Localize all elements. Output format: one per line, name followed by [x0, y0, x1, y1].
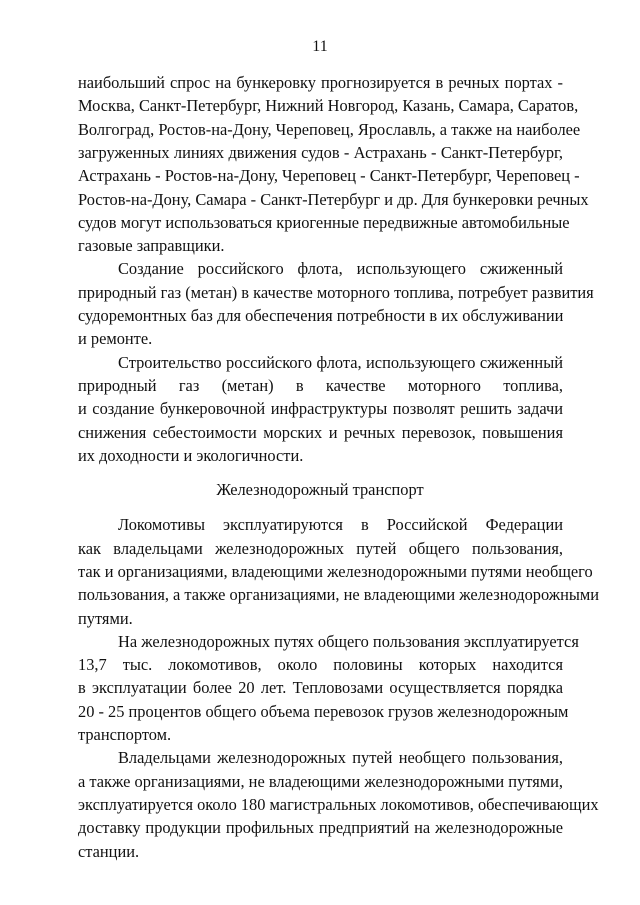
text-line: природный газ (метан) в качестве моторного топлива, [78, 376, 563, 395]
text-line: судоремонтных баз для обеспечения потребности в их обслуживании [78, 306, 564, 325]
text-line: 13,7 тыс. локомотивов, около половины которых находится [78, 655, 563, 674]
text-line: снижения себестоимости морских и речных перевозок, повышения [78, 423, 563, 442]
text-line: и создание бункеровочной инфраструктуры позволят решить задачи [78, 399, 563, 418]
text-line: газовые заправщики. [78, 236, 225, 255]
page-number: 11 [312, 38, 328, 55]
text-line: путями. [78, 609, 133, 628]
text-line: их доходности и экологичности. [78, 446, 304, 465]
text-line: Волгоград, Ростов-на-Дону, Череповец, Ярославль, а также на наиболее [78, 120, 581, 139]
text-line: пользования, а также организациями, не владеющими железнодорожными [78, 585, 600, 604]
text-line: Создание российского флота, использующего сжиженный [118, 259, 563, 278]
text-line: загруженных линиях движения судов - Астрахань - Санкт-Петербург, [78, 143, 563, 162]
text-line: На железнодорожных путях общего пользования эксплуатируется [118, 632, 579, 651]
text-line: Владельцами железнодорожных путей необщего пользования, [118, 748, 563, 767]
text-line: наибольший спрос на бункеровку прогнозируется в речных портах - [78, 73, 563, 92]
text-line: как владельцами железнодорожных путей общего пользования, [78, 539, 563, 558]
text-line: Локомотивы эксплуатируются в Российской Федерации [118, 515, 563, 534]
text-line: Строительство российского флота, использующего сжиженный [118, 353, 563, 372]
text-line: Ростов-на-Дону, Самара - Санкт-Петербург и др. Для бункеровки речных [78, 190, 589, 209]
text-line: транспортом. [78, 725, 172, 744]
section-heading: Железнодорожный транспорт [216, 480, 424, 500]
text-line: природный газ (метан) в качестве моторного топлива, потребует развития [78, 283, 594, 302]
text-line: а также организациями, не владеющими железнодорожными путями, [78, 772, 563, 791]
text-line: доставку продукции профильных предприятий на железнодорожные [78, 818, 563, 837]
text-line: 20 - 25 процентов общего объема перевозок грузов железнодорожным [78, 702, 569, 721]
text-line: Астрахань - Ростов-на-Дону, Череповец - Санкт-Петербург, Череповец - [78, 166, 580, 185]
text-line: и ремонте. [78, 329, 153, 348]
text-line: судов могут использоваться криогенные передвижные автомобильные [78, 213, 570, 232]
text-line: эксплуатируется около 180 магистральных локомотивов, обеспечивающих [78, 795, 599, 814]
text-line: станции. [78, 842, 140, 861]
text-line: в эксплуатации более 20 лет. Тепловозами осуществляется порядка [78, 678, 563, 697]
text-line: Москва, Санкт-Петербург, Нижний Новгород, Казань, Самара, Саратов, [78, 96, 579, 115]
text-line: так и организациями, владеющими железнодорожными путями необщего [78, 562, 593, 581]
